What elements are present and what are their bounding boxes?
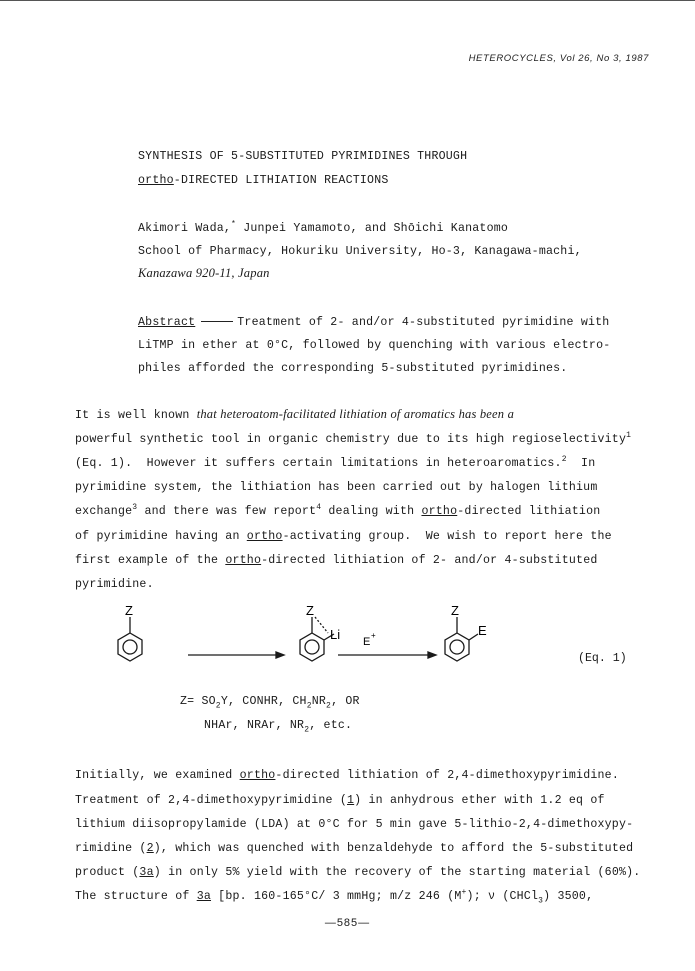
corresponding-mark: * xyxy=(231,220,237,230)
intro-line-1: It is well known that heteroatom-facilitated lithiation of aromatics has been a xyxy=(75,407,515,422)
page-number: —585— xyxy=(324,917,371,929)
title-line-1: SYNTHESIS OF 5-SUBSTITUTED PYRIMIDINES THROUGH xyxy=(138,150,468,163)
li-label: Li xyxy=(330,627,341,642)
electrophile-label: E xyxy=(363,636,371,648)
benzene-ring-1 xyxy=(118,617,142,661)
body-line-6: The structure of 3a [bp. 160-165°C/ 3 mmHg; m/z 246 (M+); ν (CHCl$_3$) 3500, xyxy=(75,888,594,906)
title-line-2: ortho-DIRECTED LITHIATION REACTIONS xyxy=(138,174,389,187)
em-dash xyxy=(201,321,233,322)
z-label-2: Z xyxy=(306,603,314,618)
body-line-2: Treatment of 2,4-dimethoxypyrimidine (1) in anhydrous ether with 1.2 eq of xyxy=(75,794,605,807)
intro-line-6: of pyrimidine having an ortho-activating group. We wish to report here the xyxy=(75,530,612,543)
journal-header: HETEROCYCLES, Vol 26, No 3, 1987 xyxy=(468,53,649,64)
z-label-1: Z xyxy=(125,603,133,618)
body-line-3: lithium diisopropylamide (LDA) at 0°C for 5 min gave 5-lithio-2,4-dimethoxypy- xyxy=(75,818,634,831)
benzene-ring-3 xyxy=(445,617,478,661)
e-label: E xyxy=(478,623,487,638)
body-line-5: product (3a) in only 5% yield with the recovery of the starting material (60%). xyxy=(75,866,641,879)
abstract-line-3: philes afforded the corresponding 5-substituted pyrimidines. xyxy=(138,362,568,375)
z-label-3: Z xyxy=(451,603,459,618)
electrophile-charge: + xyxy=(371,631,376,640)
ortho-term: ortho xyxy=(138,174,174,187)
z-definition-line-1: $Z= SO_2Y$, CONHR, $CH_2NR_2$, OR xyxy=(180,695,360,711)
abstract-label: Abstract xyxy=(138,316,196,329)
intro-line-2: powerful synthetic tool in organic chemistry due to its high regioselectivity$^1$ xyxy=(75,431,632,446)
intro-line-7: first example of the ortho-directed lithiation of 2- and/or 4-substituted xyxy=(75,554,598,567)
benzene-ring-2 xyxy=(300,617,334,661)
top-rule xyxy=(0,0,695,1)
intro-line-4: pyrimidine system, the lithiation has been carried out by halogen lithium xyxy=(75,481,598,494)
body-line-4: rimidine (2), which was quenched with benzaldehyde to afford the 5-substituted xyxy=(75,842,634,855)
equation-label: (Eq. 1) xyxy=(578,652,627,665)
z-definition-line-2: NHAr, NRAr, $NR_2$, etc. xyxy=(204,719,353,735)
body-line-1: Initially, we examined ortho-directed lithiation of 2,4-dimethoxypyrimidine. xyxy=(75,769,619,782)
abstract-line-1: Abstract Treatment of 2- and/or 4-substituted pyrimidine with xyxy=(138,316,610,329)
intro-line-3: (Eq. 1). However it suffers certain limitations in heteroaromatics.$^2$ In xyxy=(75,455,596,470)
affiliation-line-1: School of Pharmacy, Hokuriku University, Ho-3, Kanagawa-machi, xyxy=(138,245,582,258)
reaction-scheme xyxy=(100,603,550,683)
abstract-line-2: LiTMP in ether at 0°C, followed by quenching with various electro- xyxy=(138,339,611,352)
intro-line-5: exchange$^3$ and there was few report$^4$ dealing with ortho-directed lithiation xyxy=(75,503,601,518)
authors: Akimori Wada,* Junpei Yamamoto, and Shōichi Kanatomo xyxy=(138,220,509,235)
affiliation-line-2: Kanazawa 920-11, Japan xyxy=(138,266,270,280)
intro-line-8: pyrimidine. xyxy=(75,578,154,591)
